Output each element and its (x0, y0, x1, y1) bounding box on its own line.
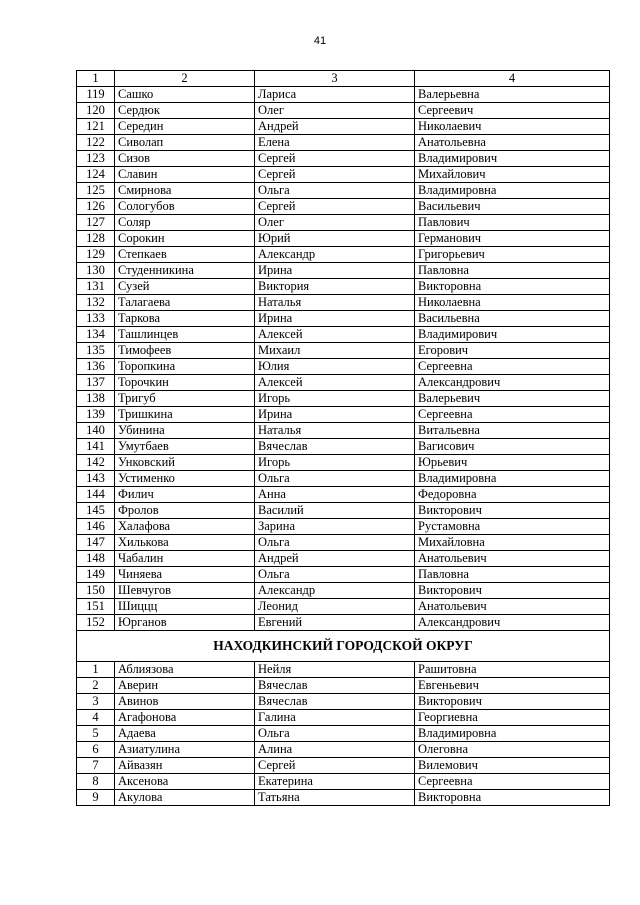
table-row (77, 710, 610, 726)
cell-patronymic: Викторовна (415, 790, 610, 806)
cell-number: 5 (77, 726, 115, 742)
cell-number: 131 (77, 279, 115, 295)
table-row (77, 247, 610, 263)
cell-name: Андрей (255, 551, 415, 567)
table-row (77, 423, 610, 439)
table-row (77, 343, 610, 359)
cell-name: Зарина (255, 519, 415, 535)
table-row (77, 167, 610, 183)
cell-name: Вячеслав (255, 678, 415, 694)
cell-surname: Юрганов (115, 615, 255, 631)
cell-name: Ольга (255, 726, 415, 742)
cell-name: Александр (255, 583, 415, 599)
cell-number: 8 (77, 774, 115, 790)
column-header-name: 3 (255, 71, 415, 87)
cell-patronymic: Валерьевна (415, 87, 610, 103)
cell-name: Евгений (255, 615, 415, 631)
page-number: 41 (313, 35, 327, 47)
cell-number: 138 (77, 391, 115, 407)
cell-name: Татьяна (255, 790, 415, 806)
cell-number: 123 (77, 151, 115, 167)
table-row (77, 503, 610, 519)
cell-number: 151 (77, 599, 115, 615)
cell-surname: Ташлинцев (115, 327, 255, 343)
cell-patronymic: Павлович (415, 215, 610, 231)
cell-surname: Сашко (115, 87, 255, 103)
cell-number: 122 (77, 135, 115, 151)
cell-surname: Хилькова (115, 535, 255, 551)
cell-name: Наталья (255, 295, 415, 311)
cell-name: Нейля (255, 662, 415, 678)
cell-surname: Сузей (115, 279, 255, 295)
cell-surname: Халафова (115, 519, 255, 535)
cell-patronymic: Николаевна (415, 295, 610, 311)
cell-name: Михаил (255, 343, 415, 359)
cell-name: Вячеслав (255, 694, 415, 710)
table-row (77, 455, 610, 471)
table-row (77, 375, 610, 391)
cell-patronymic: Викторович (415, 503, 610, 519)
cell-number: 140 (77, 423, 115, 439)
table-row (77, 439, 610, 455)
table-row (77, 790, 610, 806)
cell-patronymic: Михайлович (415, 167, 610, 183)
cell-number: 152 (77, 615, 115, 631)
cell-number: 1 (77, 662, 115, 678)
cell-patronymic: Анатольевич (415, 551, 610, 567)
cell-surname: Смирнова (115, 183, 255, 199)
cell-surname: Студенникина (115, 263, 255, 279)
cell-number: 150 (77, 583, 115, 599)
cell-patronymic: Владимирович (415, 327, 610, 343)
section-title: НАХОДКИНСКИЙ ГОРОДСКОЙ ОКРУГ (77, 631, 610, 662)
cell-surname: Середин (115, 119, 255, 135)
cell-patronymic: Викторович (415, 694, 610, 710)
table-row (77, 311, 610, 327)
table-row (77, 295, 610, 311)
cell-surname: Сизов (115, 151, 255, 167)
cell-name: Сергей (255, 151, 415, 167)
cell-name: Ирина (255, 407, 415, 423)
cell-name: Наталья (255, 423, 415, 439)
cell-number: 121 (77, 119, 115, 135)
cell-number: 130 (77, 263, 115, 279)
cell-surname: Сердюк (115, 103, 255, 119)
cell-surname: Акулова (115, 790, 255, 806)
table-row (77, 662, 610, 678)
cell-name: Игорь (255, 455, 415, 471)
cell-patronymic: Евгеньевич (415, 678, 610, 694)
cell-patronymic: Васильевна (415, 311, 610, 327)
cell-patronymic: Николаевич (415, 119, 610, 135)
cell-name: Василий (255, 503, 415, 519)
cell-surname: Унковский (115, 455, 255, 471)
cell-number: 7 (77, 758, 115, 774)
table-row (77, 327, 610, 343)
cell-name: Юлия (255, 359, 415, 375)
cell-patronymic: Сергеевна (415, 359, 610, 375)
cell-surname: Умутбаев (115, 439, 255, 455)
table-row (77, 87, 610, 103)
table-row (77, 391, 610, 407)
cell-surname: Торопкина (115, 359, 255, 375)
cell-number: 137 (77, 375, 115, 391)
cell-name: Елена (255, 135, 415, 151)
cell-patronymic: Вилемович (415, 758, 610, 774)
cell-number: 125 (77, 183, 115, 199)
table-row (77, 119, 610, 135)
cell-name: Виктория (255, 279, 415, 295)
cell-number: 126 (77, 199, 115, 215)
cell-surname: Сиволап (115, 135, 255, 151)
cell-name: Игорь (255, 391, 415, 407)
column-header-patronymic: 4 (415, 71, 610, 87)
cell-name: Ирина (255, 311, 415, 327)
cell-name: Сергей (255, 758, 415, 774)
cell-number: 127 (77, 215, 115, 231)
table-header-row (77, 71, 610, 87)
cell-surname: Филич (115, 487, 255, 503)
table-row (77, 758, 610, 774)
table-row (77, 407, 610, 423)
cell-patronymic: Анатольевич (415, 599, 610, 615)
cell-surname: Азиатулина (115, 742, 255, 758)
cell-surname: Шиццц (115, 599, 255, 615)
cell-patronymic: Германович (415, 231, 610, 247)
table-row (77, 151, 610, 167)
cell-patronymic: Павловна (415, 263, 610, 279)
cell-number: 144 (77, 487, 115, 503)
cell-patronymic: Рустамовна (415, 519, 610, 535)
cell-number: 136 (77, 359, 115, 375)
cell-surname: Таркова (115, 311, 255, 327)
cell-patronymic: Сергеевич (415, 103, 610, 119)
cell-name: Алексей (255, 327, 415, 343)
table-row (77, 471, 610, 487)
cell-surname: Аверин (115, 678, 255, 694)
cell-patronymic: Олеговна (415, 742, 610, 758)
cell-name: Алина (255, 742, 415, 758)
cell-name: Александр (255, 247, 415, 263)
cell-patronymic: Павловна (415, 567, 610, 583)
cell-name: Вячеслав (255, 439, 415, 455)
table-row (77, 519, 610, 535)
cell-surname: Талагаева (115, 295, 255, 311)
section-header-row (77, 631, 610, 662)
cell-number: 4 (77, 710, 115, 726)
cell-number: 124 (77, 167, 115, 183)
cell-patronymic: Владимировна (415, 471, 610, 487)
table-row (77, 567, 610, 583)
cell-surname: Шевчугов (115, 583, 255, 599)
table-row (77, 678, 610, 694)
cell-surname: Тришкина (115, 407, 255, 423)
table-row (77, 535, 610, 551)
cell-surname: Сорокин (115, 231, 255, 247)
cell-patronymic: Владимировна (415, 183, 610, 199)
table-row (77, 263, 610, 279)
cell-number: 120 (77, 103, 115, 119)
table-row (77, 183, 610, 199)
table-row (77, 215, 610, 231)
cell-surname: Авинов (115, 694, 255, 710)
cell-number: 128 (77, 231, 115, 247)
table-row (77, 599, 610, 615)
list-table (76, 70, 610, 806)
cell-patronymic: Валерьевич (415, 391, 610, 407)
table-row (77, 726, 610, 742)
cell-surname: Устименко (115, 471, 255, 487)
table-row (77, 551, 610, 567)
table-row (77, 742, 610, 758)
cell-number: 134 (77, 327, 115, 343)
cell-name: Ольга (255, 183, 415, 199)
cell-surname: Славин (115, 167, 255, 183)
cell-patronymic: Рашитовна (415, 662, 610, 678)
table-row (77, 487, 610, 503)
cell-name: Алексей (255, 375, 415, 391)
cell-surname: Тимофеев (115, 343, 255, 359)
cell-surname: Чабалин (115, 551, 255, 567)
column-header-surname: 2 (115, 71, 255, 87)
cell-number: 139 (77, 407, 115, 423)
cell-number: 132 (77, 295, 115, 311)
cell-name: Анна (255, 487, 415, 503)
cell-number: 148 (77, 551, 115, 567)
cell-surname: Тригуб (115, 391, 255, 407)
cell-number: 147 (77, 535, 115, 551)
table-row (77, 199, 610, 215)
cell-surname: Фролов (115, 503, 255, 519)
cell-surname: Сологубов (115, 199, 255, 215)
table-row (77, 694, 610, 710)
table-row (77, 774, 610, 790)
cell-name: Екатерина (255, 774, 415, 790)
cell-name: Ольга (255, 567, 415, 583)
cell-name: Ирина (255, 263, 415, 279)
cell-patronymic: Георгиевна (415, 710, 610, 726)
cell-number: 133 (77, 311, 115, 327)
cell-patronymic: Владимирович (415, 151, 610, 167)
cell-number: 145 (77, 503, 115, 519)
cell-patronymic: Сергеевна (415, 407, 610, 423)
cell-number: 143 (77, 471, 115, 487)
cell-name: Сергей (255, 167, 415, 183)
cell-patronymic: Викторовна (415, 279, 610, 295)
cell-name: Ольга (255, 471, 415, 487)
cell-number: 129 (77, 247, 115, 263)
cell-number: 3 (77, 694, 115, 710)
cell-surname: Аблиязова (115, 662, 255, 678)
cell-number: 9 (77, 790, 115, 806)
cell-number: 135 (77, 343, 115, 359)
cell-number: 142 (77, 455, 115, 471)
table-row (77, 583, 610, 599)
cell-patronymic: Егорович (415, 343, 610, 359)
cell-number: 119 (77, 87, 115, 103)
cell-surname: Айвазян (115, 758, 255, 774)
cell-patronymic: Григорьевич (415, 247, 610, 263)
cell-number: 146 (77, 519, 115, 535)
cell-surname: Чиняева (115, 567, 255, 583)
cell-surname: Соляр (115, 215, 255, 231)
cell-patronymic: Вагисович (415, 439, 610, 455)
cell-number: 6 (77, 742, 115, 758)
cell-patronymic: Васильевич (415, 199, 610, 215)
cell-name: Андрей (255, 119, 415, 135)
cell-surname: Степкаев (115, 247, 255, 263)
cell-surname: Торочкин (115, 375, 255, 391)
table-row (77, 231, 610, 247)
cell-patronymic: Викторович (415, 583, 610, 599)
column-header-number: 1 (77, 71, 115, 87)
cell-name: Юрий (255, 231, 415, 247)
cell-surname: Убинина (115, 423, 255, 439)
cell-surname: Аксенова (115, 774, 255, 790)
table-row (77, 615, 610, 631)
cell-surname: Адаева (115, 726, 255, 742)
table-row (77, 279, 610, 295)
cell-patronymic: Анатольевна (415, 135, 610, 151)
cell-patronymic: Федоровна (415, 487, 610, 503)
cell-name: Олег (255, 215, 415, 231)
cell-number: 149 (77, 567, 115, 583)
cell-number: 2 (77, 678, 115, 694)
cell-patronymic: Юрьевич (415, 455, 610, 471)
cell-patronymic: Александрович (415, 375, 610, 391)
cell-name: Сергей (255, 199, 415, 215)
cell-name: Галина (255, 710, 415, 726)
cell-patronymic: Владимировна (415, 726, 610, 742)
cell-patronymic: Витальевна (415, 423, 610, 439)
cell-surname: Агафонова (115, 710, 255, 726)
cell-name: Леонид (255, 599, 415, 615)
cell-name: Ольга (255, 535, 415, 551)
cell-name: Олег (255, 103, 415, 119)
cell-patronymic: Михайловна (415, 535, 610, 551)
table-row (77, 135, 610, 151)
table-body (77, 71, 610, 806)
table-row (77, 359, 610, 375)
cell-patronymic: Александрович (415, 615, 610, 631)
cell-patronymic: Сергеевна (415, 774, 610, 790)
cell-name: Лариса (255, 87, 415, 103)
cell-number: 141 (77, 439, 115, 455)
table-row (77, 103, 610, 119)
